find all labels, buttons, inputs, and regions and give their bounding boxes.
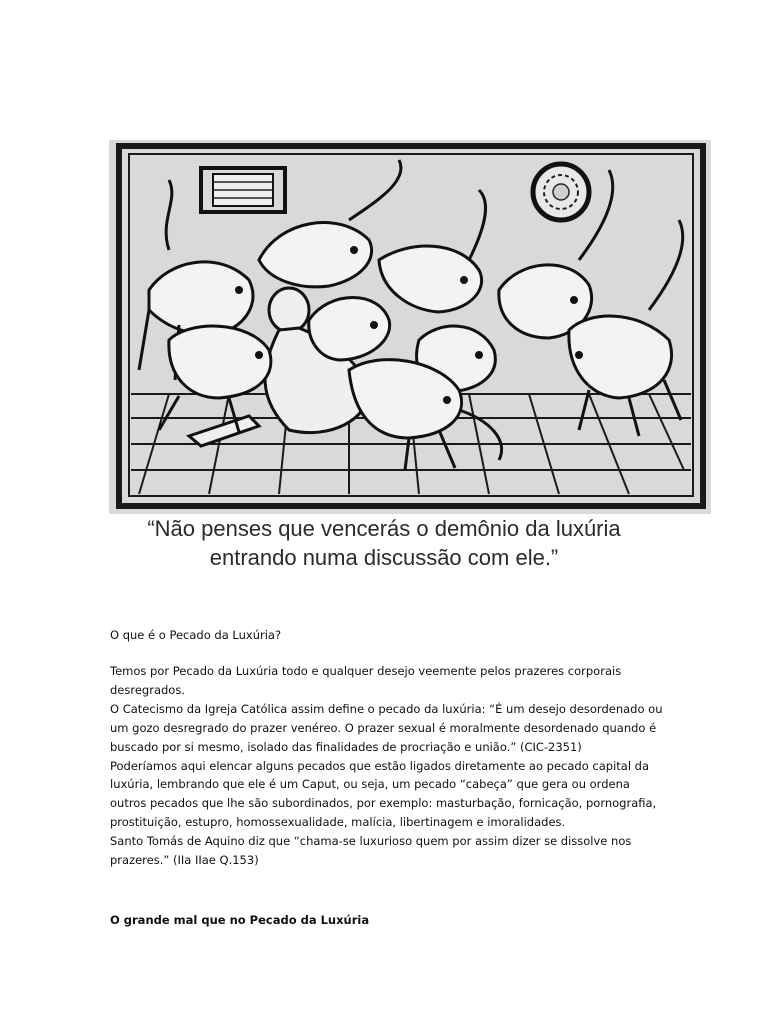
- woodcut-svg: [109, 140, 711, 514]
- quote-line-1: “Não penses que vencerás o demônio da luxúria: [147, 516, 621, 541]
- body-line: outros pecados que lhe são subordinados, por exemplo: masturbação, fornicação, pornografia,: [110, 796, 657, 811]
- body-line: O Catecismo da Igreja Católica assim define o pecado da luxúria: “É um desejo desordenado ou: [110, 701, 663, 716]
- section-heading-great-evil: O grande mal que no Pecado da Luxúria: [110, 913, 370, 927]
- section-heading-what-is-lust: O que é o Pecado da Luxúria?: [110, 628, 282, 642]
- body-line: buscado por si mesmo, isolado das finalidades de procriação e união.” (CIC-2351): [110, 739, 582, 754]
- window-icon: [201, 168, 285, 212]
- round-window-icon: [533, 164, 589, 220]
- body-line: prazeres.” (IIa IIae Q.153): [110, 853, 259, 868]
- body-line: Poderíamos aqui elencar alguns pecados que estão ligados diretamente ao pecado capital da: [110, 758, 650, 773]
- woodcut-illustration: [109, 140, 711, 514]
- body-line: prostituição, estupro, homossexualidade, malícia, libertinagem e imoralidades.: [110, 815, 566, 830]
- body-line: um gozo desregrado do prazer venéreo. O prazer sexual é moralmente desordenado quando é: [110, 720, 657, 735]
- body-line: desregrados.: [110, 682, 185, 697]
- body-line: Temos por Pecado da Luxúria todo e qualquer desejo veemente pelos prazeres corporais: [110, 664, 622, 678]
- body-line: luxúria, lembrando que ele é um Caput, ou seja, um pecado “cabeça” que gera ou ordena: [110, 777, 630, 792]
- quote: [84, 514, 684, 572]
- body-line: Santo Tomás de Aquino diz que “chama-se luxurioso quem por assim dizer se dissolve nos: [110, 834, 632, 849]
- body-text: [110, 662, 670, 870]
- quote-line-2: entrando numa discussão com ele.”: [209, 545, 559, 570]
